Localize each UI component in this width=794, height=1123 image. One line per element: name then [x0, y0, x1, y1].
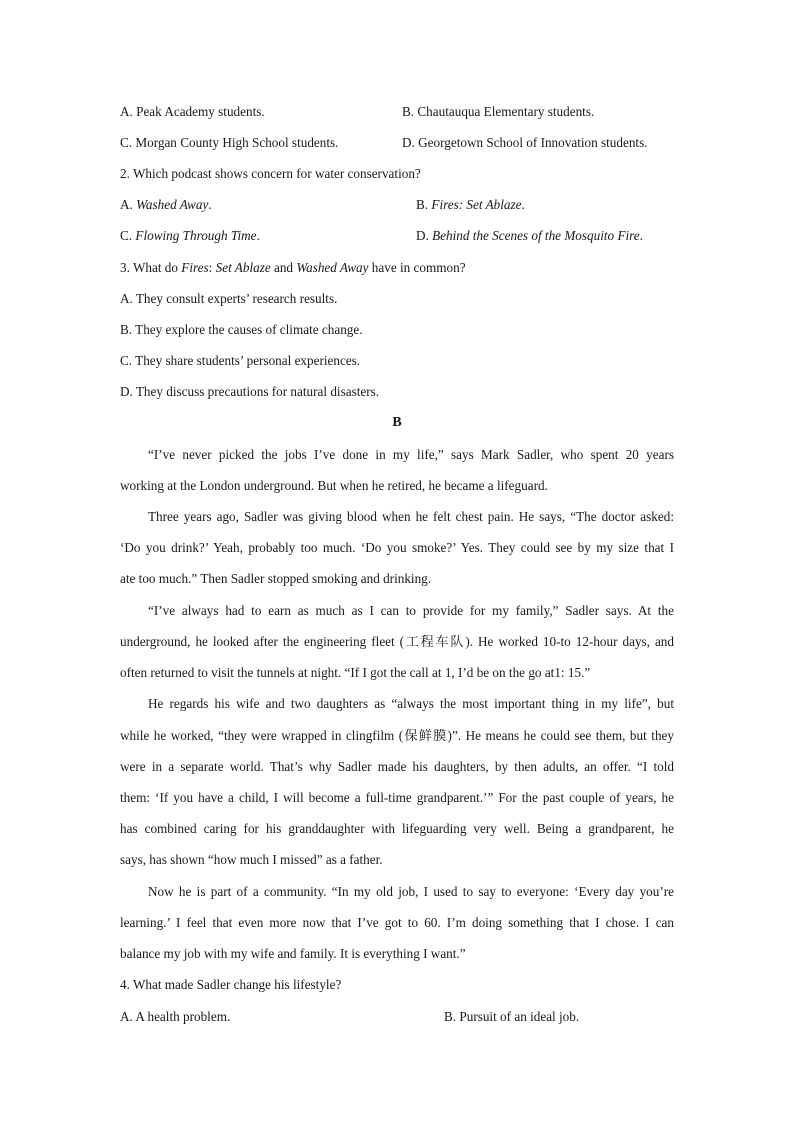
q3-option-d: D. They discuss precautions for natural disasters.	[120, 384, 380, 399]
q4-option-a: A. A health problem.	[120, 1009, 231, 1024]
q1-option-c: C. Morgan County High School students.	[120, 135, 339, 150]
passage-line: ‘Do you drink?’ Yeah, probably too much. ‘Do you smoke?’ Yes. They could see by my size that I	[120, 540, 674, 555]
passage-line: says, has shown “how much I missed” as a father.	[120, 852, 383, 867]
q3-option-a: A. They consult experts’ research results.	[120, 291, 338, 306]
passage-line: He regards his wife and two daughters as “always the most important thing in my life”, but	[148, 696, 674, 711]
passage-line: working at the London underground. But when he retired, he became a lifeguard.	[120, 478, 548, 493]
q1-option-b: B. Chautauqua Elementary students.	[402, 104, 595, 119]
q2-option-b: B. Fires: Set Ablaze.	[416, 197, 525, 212]
passage-line: “I’ve never picked the jobs I’ve done in my life,” says Mark Sadler, who spent 20 years	[148, 447, 674, 462]
passage-line: has combined caring for his granddaughter with lifeguarding very well. Being a grandparent, he	[120, 821, 674, 836]
passage-line: balance my job with my wife and family. It is everything I want.”	[120, 946, 466, 961]
passage-line: “I’ve always had to earn as much as I can to provide for my family,” Sadler says. At the	[148, 603, 674, 618]
q2-option-c: C. Flowing Through Time.	[120, 228, 260, 243]
q1-option-d: D. Georgetown School of Innovation students.	[402, 135, 648, 150]
passage-line: underground, he looked after the engineering fleet (工程车队). He worked 10-to 12-hour days, and	[120, 634, 674, 649]
passage-line: often returned to visit the tunnels at night. “If I got the call at 1, I’d be on the go at1: 15.”	[120, 665, 591, 680]
q2-stem: 2. Which podcast shows concern for water conservation?	[120, 166, 421, 181]
passage-line: ate too much.” Then Sadler stopped smoking and drinking.	[120, 571, 432, 586]
q3-option-b: B. They explore the causes of climate change.	[120, 322, 363, 337]
passage-line: learning.’ I feel that even more now that I’ve got to 60. I’m doing something that I chose. I can	[120, 915, 674, 930]
passage-line: while he worked, “they were wrapped in clingfilm (保鲜膜)”. He means he could see them, but they	[120, 728, 674, 743]
q1-option-a: A. Peak Academy students.	[120, 104, 265, 119]
q2-option-a: A. Washed Away.	[120, 197, 212, 212]
passage-line: them: ‘If you have a child, I will become a full-time grandparent.’” For the past couple of years, he	[120, 790, 674, 805]
passage-line: were in a separate world. That’s why Sadler made his daughters, by then adults, an offer. “I told	[120, 759, 674, 774]
q3-stem: 3. What do Fires: Set Ablaze and Washed Away have in common?	[120, 260, 466, 275]
passage-line: Three years ago, Sadler was giving blood when he felt chest pain. He says, “The doctor asked:	[148, 509, 674, 524]
q4-option-b: B. Pursuit of an ideal job.	[444, 1009, 580, 1024]
q3-option-c: C. They share students’ personal experiences.	[120, 353, 361, 368]
passage-line: Now he is part of a community. “In my old job, I used to say to everyone: ‘Every day you’re	[148, 884, 674, 899]
q2-option-d: D. Behind the Scenes of the Mosquito Fire.	[416, 228, 643, 243]
q4-stem: 4. What made Sadler change his lifestyle?	[120, 977, 342, 992]
section-heading: B	[392, 415, 402, 430]
